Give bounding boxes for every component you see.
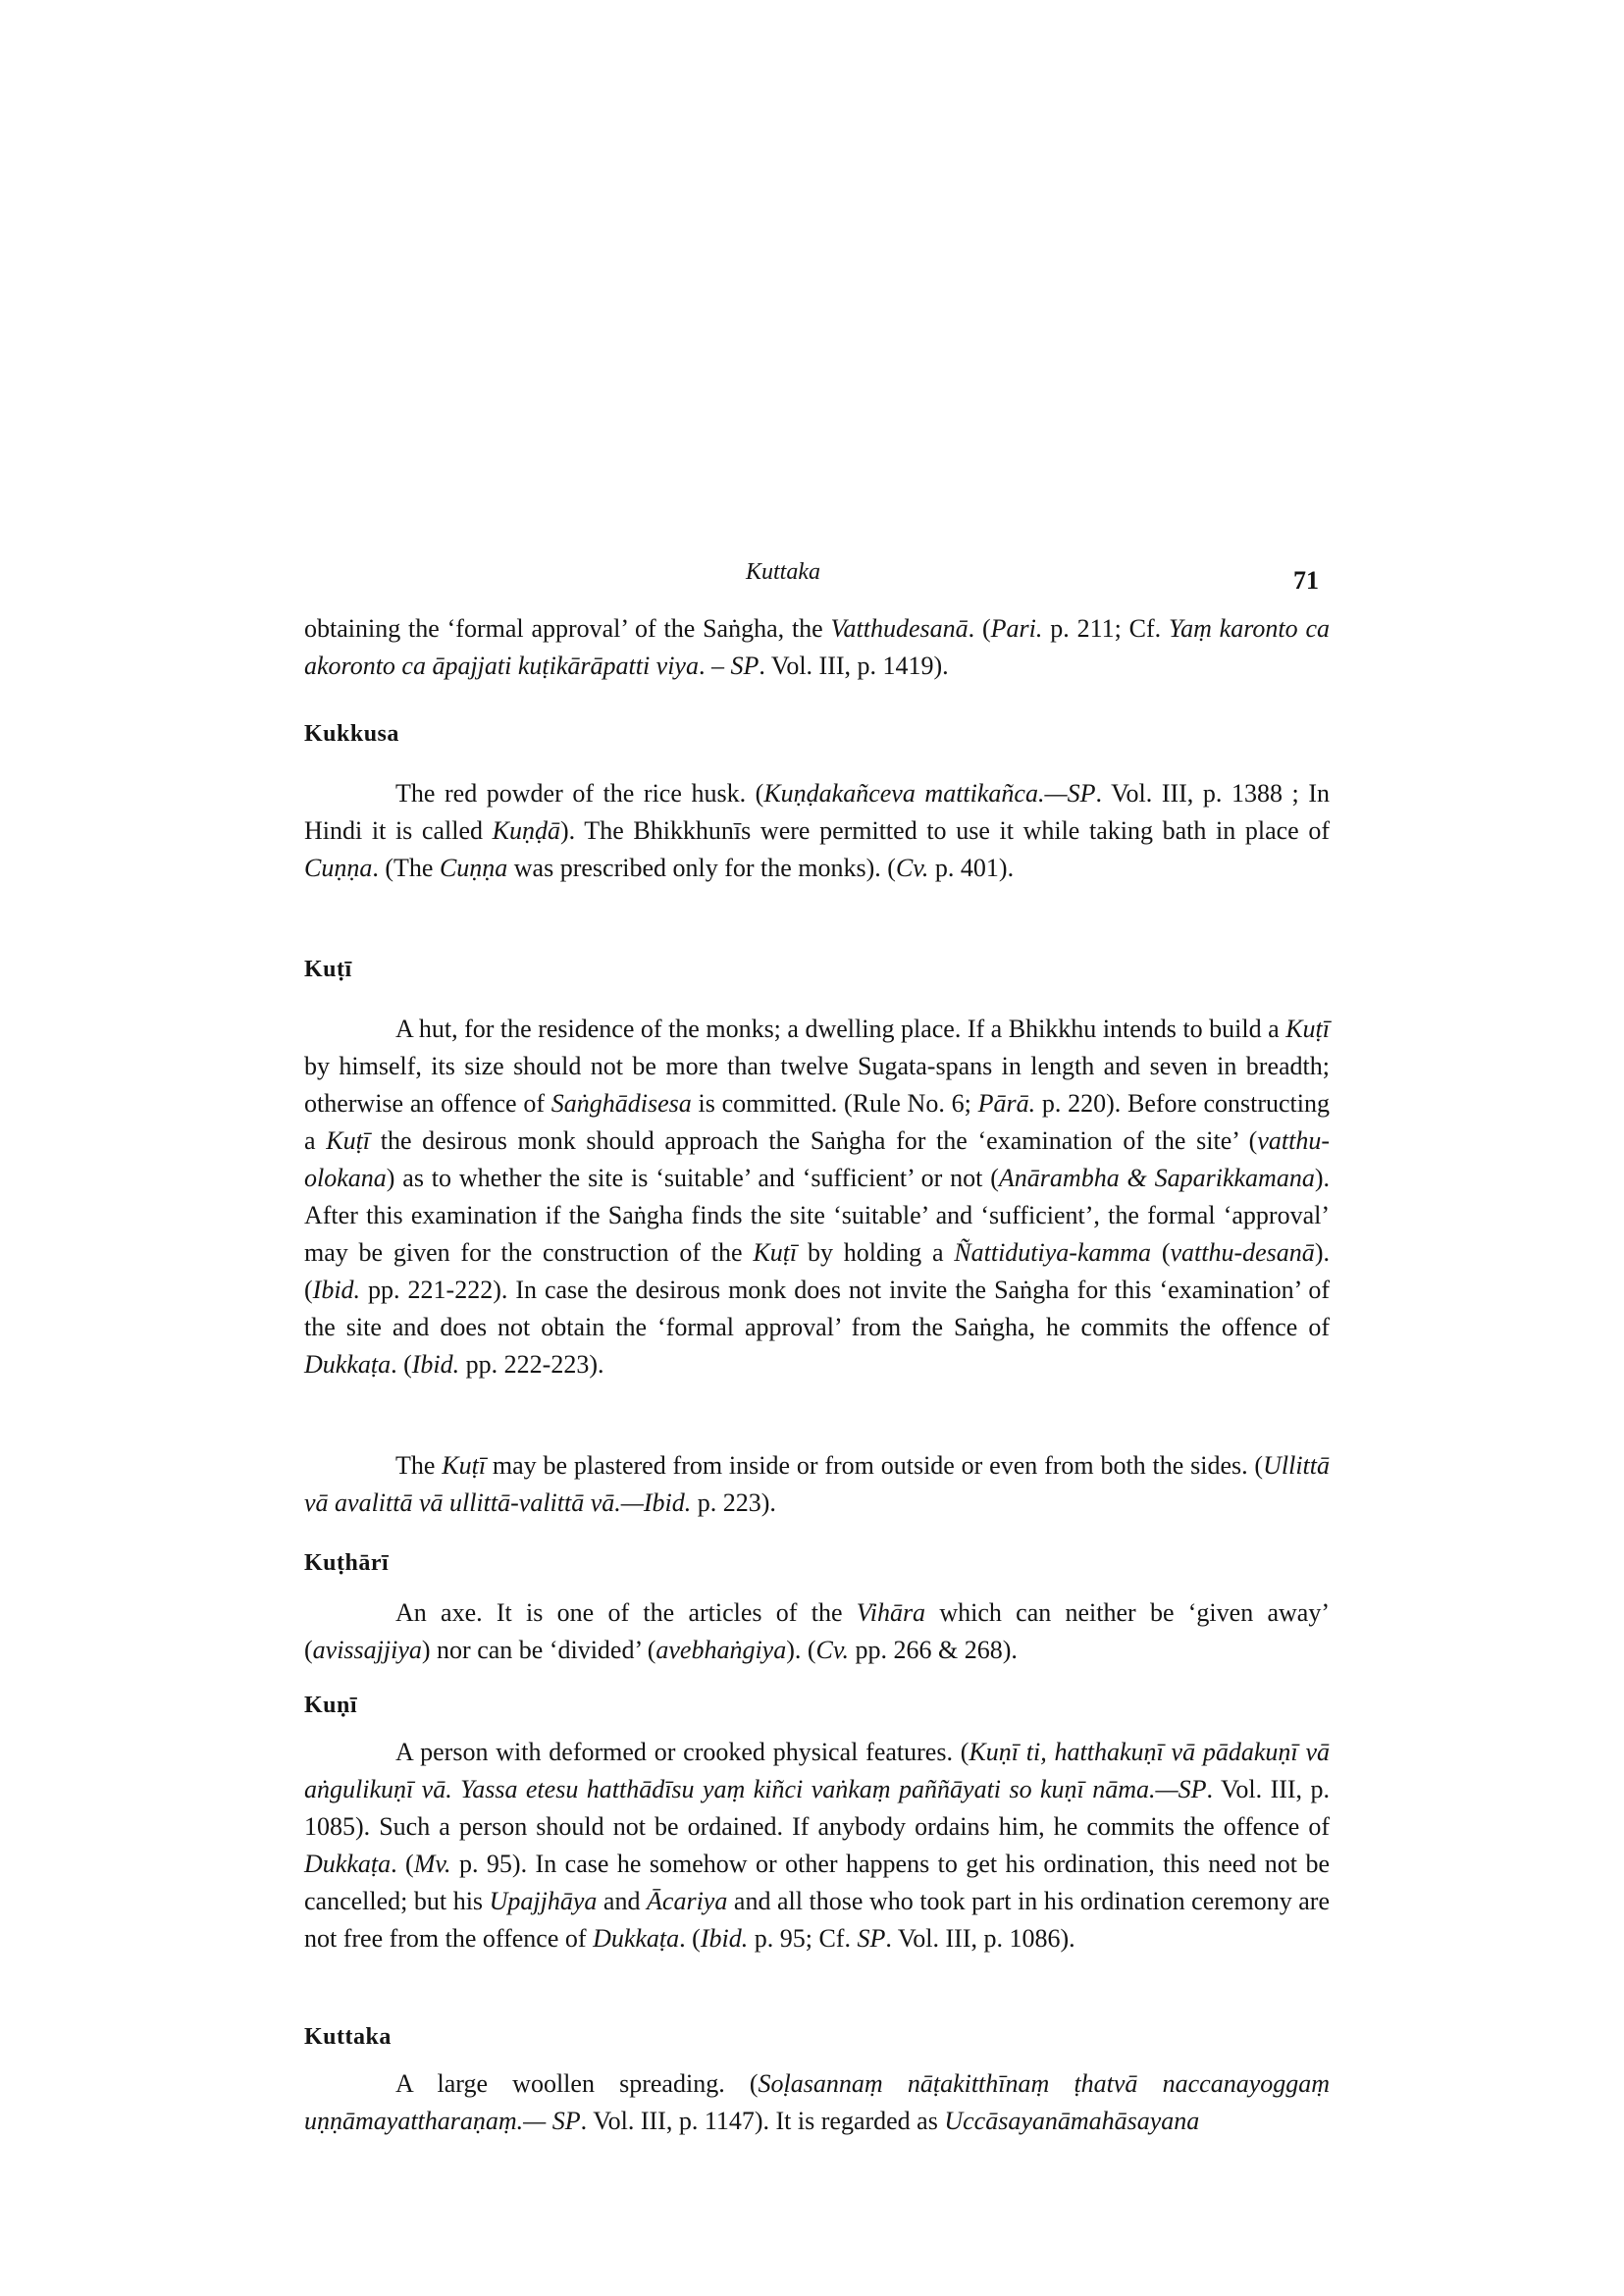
page-number: 71	[1293, 566, 1319, 595]
running-head: Kuttaka	[746, 559, 820, 585]
entry-body-kuttaka: A large woollen spreading. (Soḷasannaṃ nāṭakitthīnaṃ ṭhatvā naccanayoggaṃ uṇṇāmayattharaṇaṃ.— SP. Vol. III, p. 1147). It is regarded as Uccāsayanāmahāsayana	[304, 2069, 1331, 2135]
entry-body-kukkusa: The red powder of the rice husk. (Kuṇḍakañceva mattikañca.—SP. Vol. III, p. 1388 ; In Hindi it is called Kuṇḍā). The Bhikkhunīs were permitted to use it while taking bath in place of Cuṇṇa. (The Cuṇṇa was prescribed only for the monks). (Cv. p. 401).	[304, 779, 1330, 882]
entry-body-kuthari: An axe. It is one of the articles of the Vihāra which can neither be ‘given away’ (avissajjiya) nor can be ‘divided’ (avebhaṅgiya). (Cv. pp. 266 & 268).	[304, 1598, 1330, 1664]
entry-heading-kuni: Kuṇī	[304, 1693, 358, 1718]
entry-heading-kukkusa: Kukkusa	[304, 721, 399, 747]
entry-body-kuti: A hut, for the residence of the monks; a dwelling place. If a Bhikkhu intends to build a Kuṭī by himself, its size should not be more than twelve Sugata-spans in length and seven in breadth; otherwise an offence of Saṅghādisesa is committed. (Rule No. 6; Pārā. p. 220). Before constructing a Kuṭī the desirous monk should approach the Saṅgha for the ‘examination of the site’ (vatthu-olokana) as to whether the site is ‘suitable’ and ‘sufficient’ or not (Anārambha & Saparikkamana). After this examination if the Saṅgha finds the site ‘suitable’ and ‘sufficient’, the formal ‘approval’ may be given for the construction of the Kuṭī by holding a Ñattidutiya-kamma (vatthu-desanā). (Ibid. pp. 221-222). In case the desirous monk does not invite the Saṅgha for this ‘examination’ of the site and does not obtain the ‘formal approval’ from the Saṅgha, he commits the offence of Dukkaṭa. (Ibid. pp. 222-223).	[304, 1015, 1330, 1379]
entry-body-kuti-2: The Kuṭī may be plastered from inside or from outside or even from both the sides. (Ullittā vā avalittā vā ullittā-valittā vā.—Ibid. p. 223).	[304, 1451, 1330, 1517]
entry-heading-kuti: Kuṭī	[304, 957, 352, 982]
entry-body-kuni: A person with deformed or crooked physical features. (Kuṇī ti, hatthakuṇī vā pādakuṇī vā aṅgulikuṇī vā. Yassa etesu hatthādīsu yaṃ kiñci vaṅkaṃ paññāyati so kuṇī nāma.—SP. Vol. III, p. 1085). Such a person should not be ordained. If anybody ordains him, he commits the offence of Dukkaṭa. (Mv. p. 95). In case he somehow or other happens to get his ordination, this need not be cancelled; but his Upajjhāya and Ācariya and all those who took part in his ordination ceremony are not free from the offence of Dukkaṭa. (Ibid. p. 95; Cf. SP. Vol. III, p. 1086).	[304, 1738, 1331, 1953]
entry-heading-kuthari: Kuṭhārī	[304, 1550, 390, 1576]
intro-paragraph: obtaining the ‘formal approval’ of the Saṅgha, the Vatthudesanā. (Pari. p. 211; Cf. Yaṃ karonto ca akoronto ca āpajjati kuṭikārāpatti viya. – SP. Vol. III, p. 1419).	[304, 614, 1330, 680]
entry-heading-kuttaka: Kuttaka	[304, 2024, 392, 2050]
